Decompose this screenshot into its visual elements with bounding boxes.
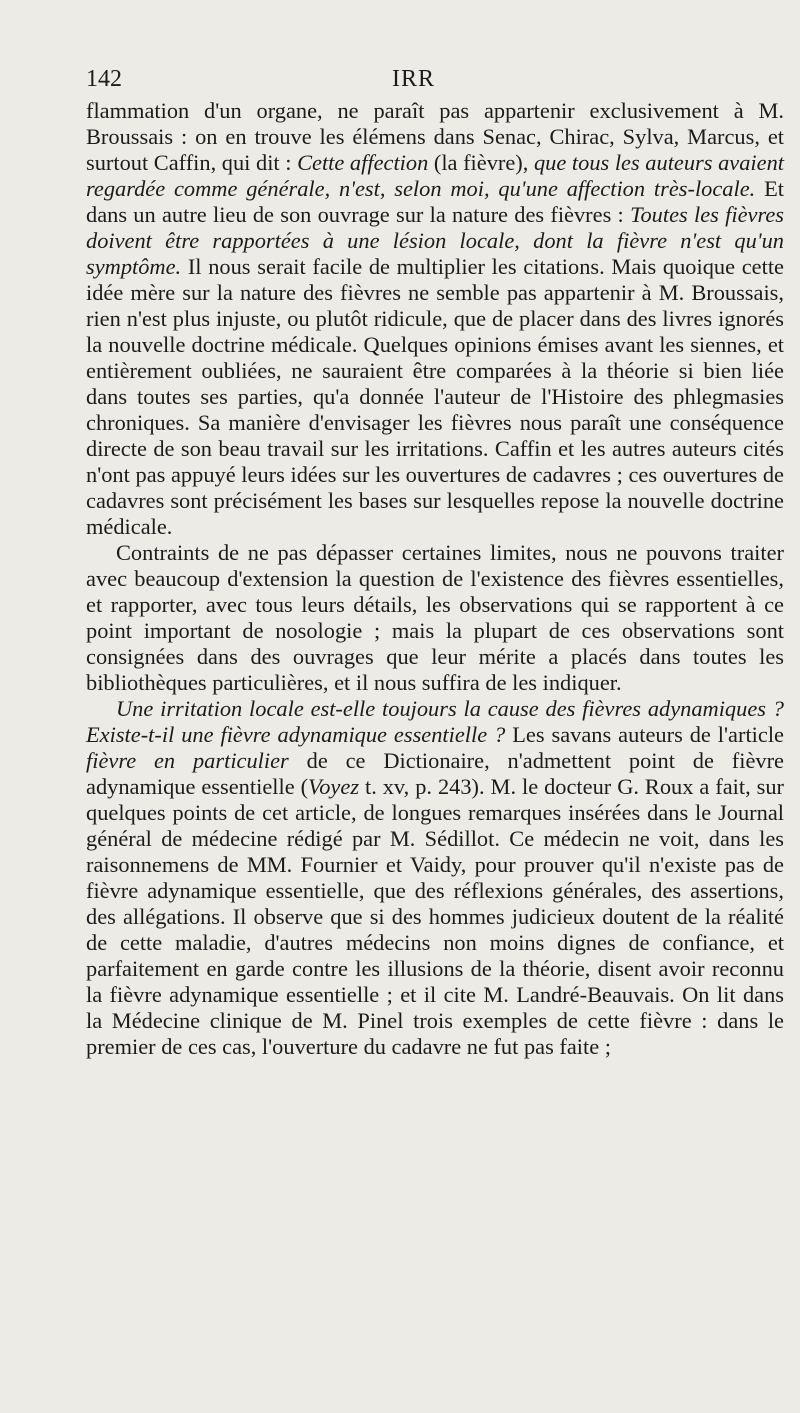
page-header	[86, 66, 784, 98]
paragraph-3-text-2: de ce Dictionaire, n'admettent point de fièvre adynamique essentielle (	[86, 748, 784, 799]
page-number: 142	[86, 66, 122, 92]
paragraph-1-text-1: flammation d'un organe, ne paraît pas appartenir exclusivement à M. Broussais : on en trouve les élémens dans Senac, Chirac, Sylva, Marcus, et surtout Caffin, qui dit :	[86, 98, 784, 175]
paragraph-1-text-2: (la fièvre),	[428, 150, 534, 175]
body-text	[86, 98, 784, 1060]
paragraph-3-italic-3: Voyez	[308, 774, 360, 799]
paragraph-3-italic-2: fièvre en particulier	[86, 748, 289, 773]
paragraph-2-text-1: Contraints de ne pas dépasser certaines limites, nous ne pouvons traiter avec beaucoup d'extension la question de l'existence des fièvres essentielles, et rapporter, avec tous leurs détails, les observations qui se rapportent à ce point important de nosologie ; mais la plupart de ces observations sont consignées dans des ouvrages que leur mérite a placés dans toutes les bibliothèques particulières, et il nous suffira de les indiquer.	[86, 540, 784, 695]
paragraph-1-italic-3: Toutes les fièvres doivent être rapportées à une lésion locale, dont la fièvre n'est qu'un symptôme.	[86, 202, 784, 279]
paragraph-1-text-4: Il nous serait facile de multiplier les citations. Mais quoique cette idée mère sur la nature des fièvres ne semble pas appartenir à M. Broussais, rien n'est plus injuste, ou plutôt ridicule, que de placer dans des livres ignorés la nouvelle doctrine médicale. Quelques opinions émises avant les siennes, et entièrement oubliées, ne sauraient être comparées à la théorie si bien liée dans toutes ses parties, qu'a donnée l'auteur de l'Histoire des phlegmasies chroniques. Sa manière d'envisager les fièvres nous paraît une conséquence directe de son beau travail sur les irritations. Caffin et les autres auteurs cités n'ont pas appuyé leurs idées sur les ouvertures de cadavres ; ces ouvertures de cadavres sont précisément les bases sur lesquelles repose la nouvelle doctrine médicale.	[86, 254, 784, 539]
paragraph-1-italic-2: que tous les auteurs avaient regardée comme générale, n'est, selon moi, qu'une affection très-locale.	[86, 150, 784, 201]
paragraph-3	[86, 696, 784, 1060]
paragraph-1	[86, 98, 784, 540]
paragraph-1-italic-1: Cette affection	[297, 150, 429, 175]
running-head: IRR	[392, 66, 436, 92]
paragraph-3-text-3: t. xv, p. 243). M. le docteur G. Roux a fait, sur quelques points de cet article, de longues remarques insérées dans le Journal général de médecine rédigé par M. Sédillot. Ce médecin ne voit, dans les raisonnemens de MM. Fournier et Vaidy, pour prouver qu'il n'existe pas de fièvre adynamique essentielle, que des réflexions générales, des assertions, des allégations. Il observe que si des hommes judicieux doutent de la réalité de cette maladie, d'autres médecins non moins dignes de confiance, et parfaitement en garde contre les illusions de la théorie, disent avoir reconnu la fièvre adynamique essentielle ; et il cite M. Landré-Beauvais. On lit dans la Médecine clinique de M. Pinel trois exemples de cette fièvre : dans le premier de ces cas, l'ouverture du cadavre ne fut pas faite ;	[86, 774, 784, 1059]
paragraph-2	[86, 540, 784, 696]
paragraph-1-text-3: Et dans un autre lieu de son ouvrage sur la nature des fièvres :	[86, 176, 784, 227]
paragraph-3-italic-1: Une irritation locale est-elle toujours la cause des fièvres adynamiques ? Existe-t-il une fièvre adynamique essentielle ?	[86, 696, 784, 747]
paragraph-3-text-1: Les savans auteurs de l'article	[505, 722, 784, 747]
